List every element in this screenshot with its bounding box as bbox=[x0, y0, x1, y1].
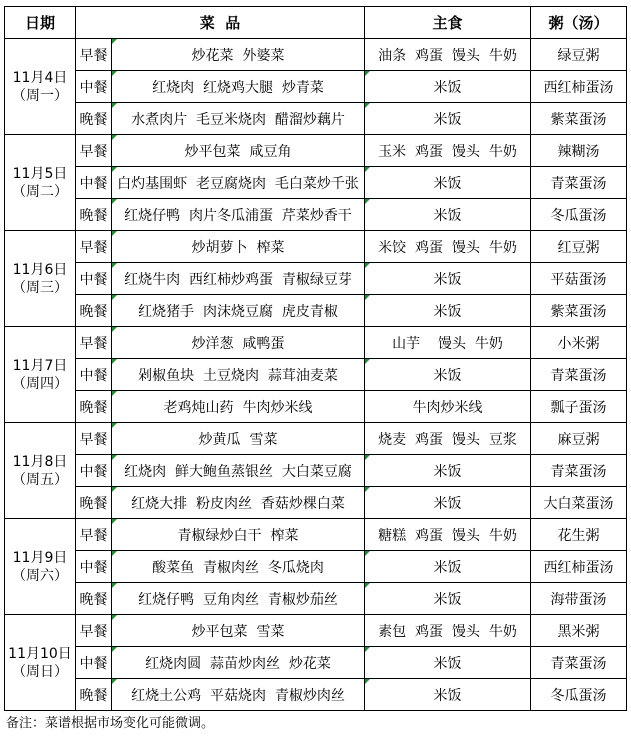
day-weekday: （周二） bbox=[12, 183, 68, 200]
day-date-cell bbox=[5, 135, 76, 231]
meal-row bbox=[5, 391, 627, 423]
meal-row bbox=[5, 455, 627, 487]
meal-dishes: 水煮肉片 毛豆米烧肉 醋溜炒藕片 bbox=[112, 103, 365, 135]
meal-dishes: 青椒绿炒白干 榨菜 bbox=[112, 519, 365, 551]
meal-dishes: 炒平包菜 咸豆角 bbox=[112, 135, 365, 167]
meal-staple: 米饭 bbox=[365, 71, 531, 103]
meal-staple: 米饭 bbox=[365, 103, 531, 135]
meal-row bbox=[5, 199, 627, 231]
meal-staple: 米饭 bbox=[365, 679, 531, 711]
meal-staple: 米饭 bbox=[365, 647, 531, 679]
meal-soup: 青菜蛋汤 bbox=[531, 359, 627, 391]
meal-row bbox=[5, 103, 627, 135]
meal-dishes: 白灼基围虾 老豆腐烧肉 毛白菜炒千张 bbox=[112, 167, 365, 199]
meal-soup: 大白菜蛋汤 bbox=[531, 487, 627, 519]
meal-row bbox=[5, 71, 627, 103]
meal-dishes: 红烧仔鸭 豆角肉丝 青椒炒茄丝 bbox=[112, 583, 365, 615]
header-dishes: 菜 品 bbox=[76, 7, 365, 39]
meal-soup: 海带蛋汤 bbox=[531, 583, 627, 615]
meal-soup: 小米粥 bbox=[531, 327, 627, 359]
meal-row bbox=[5, 263, 627, 295]
meal-staple: 素包 鸡蛋 馒头 牛奶 bbox=[365, 615, 531, 647]
meal-row bbox=[5, 231, 627, 263]
meal-staple: 米饭 bbox=[365, 295, 531, 327]
meal-row bbox=[5, 167, 627, 199]
header-staple: 主食 bbox=[365, 7, 531, 39]
day-date: 11月7日 bbox=[12, 357, 68, 374]
day-weekday: （周五） bbox=[12, 471, 68, 488]
meal-row bbox=[5, 583, 627, 615]
meal-name: 晚餐 bbox=[76, 679, 112, 711]
meal-name: 中餐 bbox=[76, 167, 112, 199]
meal-row bbox=[5, 615, 627, 647]
meal-soup: 西红柿蛋汤 bbox=[531, 71, 627, 103]
day-date: 11月4日 bbox=[12, 69, 68, 86]
menu-table-body bbox=[5, 7, 627, 711]
meal-row bbox=[5, 135, 627, 167]
meal-staple: 米饭 bbox=[365, 359, 531, 391]
meal-dishes: 炒花菜 外婆菜 bbox=[112, 39, 365, 71]
meal-soup: 紫菜蛋汤 bbox=[531, 103, 627, 135]
meal-name: 早餐 bbox=[76, 423, 112, 455]
menu-table bbox=[4, 6, 627, 711]
meal-soup: 花生粥 bbox=[531, 519, 627, 551]
meal-soup: 麻豆粥 bbox=[531, 423, 627, 455]
meal-name: 中餐 bbox=[76, 647, 112, 679]
meal-staple: 牛肉炒米线 bbox=[365, 391, 531, 423]
meal-name: 中餐 bbox=[76, 455, 112, 487]
meal-staple: 米饭 bbox=[365, 455, 531, 487]
meal-dishes: 炒洋葱 咸鸭蛋 bbox=[112, 327, 365, 359]
meal-row bbox=[5, 295, 627, 327]
meal-staple: 糖糕 鸡蛋 馒头 牛奶 bbox=[365, 519, 531, 551]
meal-soup: 黑米粥 bbox=[531, 615, 627, 647]
meal-dishes: 红烧肉 红烧鸡大腿 炒青菜 bbox=[112, 71, 365, 103]
meal-name: 晚餐 bbox=[76, 199, 112, 231]
meal-dishes: 酸菜鱼 青椒肉丝 冬瓜烧肉 bbox=[112, 551, 365, 583]
day-weekday: （周日） bbox=[12, 663, 68, 680]
day-date: 11月6日 bbox=[12, 261, 68, 278]
meal-dishes: 红烧肉圆 蒜苗炒肉丝 炒花菜 bbox=[112, 647, 365, 679]
day-date-cell bbox=[5, 615, 76, 711]
meal-dishes: 剁椒鱼块 土豆烧肉 蒜茸油麦菜 bbox=[112, 359, 365, 391]
meal-staple: 米饭 bbox=[365, 167, 531, 199]
meal-row bbox=[5, 551, 627, 583]
meal-soup: 冬瓜蛋汤 bbox=[531, 199, 627, 231]
meal-name: 晚餐 bbox=[76, 391, 112, 423]
meal-soup: 红豆粥 bbox=[531, 231, 627, 263]
meal-row bbox=[5, 39, 627, 71]
meal-soup: 绿豆粥 bbox=[531, 39, 627, 71]
day-date: 11月10日 bbox=[8, 645, 72, 662]
meal-soup: 平菇蛋汤 bbox=[531, 263, 627, 295]
meal-name: 早餐 bbox=[76, 327, 112, 359]
meal-staple: 油条 鸡蛋 馒头 牛奶 bbox=[365, 39, 531, 71]
meal-row bbox=[5, 647, 627, 679]
day-date-cell bbox=[5, 327, 76, 423]
meal-name: 早餐 bbox=[76, 615, 112, 647]
meal-row bbox=[5, 359, 627, 391]
day-date: 11月8日 bbox=[12, 453, 68, 470]
meal-soup: 辣糊汤 bbox=[531, 135, 627, 167]
meal-dishes: 老鸡炖山药 牛肉炒米线 bbox=[112, 391, 365, 423]
meal-dishes: 炒胡萝卜 榨菜 bbox=[112, 231, 365, 263]
day-date-cell bbox=[5, 231, 76, 327]
meal-staple: 烧麦 鸡蛋 馒头 豆浆 bbox=[365, 423, 531, 455]
meal-row bbox=[5, 519, 627, 551]
meal-name: 晚餐 bbox=[76, 487, 112, 519]
meal-name: 晚餐 bbox=[76, 103, 112, 135]
meal-staple: 米饺 鸡蛋 馒头 牛奶 bbox=[365, 231, 531, 263]
day-weekday: （周一） bbox=[12, 87, 68, 104]
meal-staple: 山芋 馒头 牛奶 bbox=[365, 327, 531, 359]
day-date-cell bbox=[5, 39, 76, 135]
meal-soup: 紫菜蛋汤 bbox=[531, 295, 627, 327]
meal-staple: 米饭 bbox=[365, 487, 531, 519]
meal-staple: 米饭 bbox=[365, 551, 531, 583]
meal-soup: 瓢子蛋汤 bbox=[531, 391, 627, 423]
meal-dishes: 红烧大排 粉皮肉丝 香菇炒棵白菜 bbox=[112, 487, 365, 519]
meal-name: 中餐 bbox=[76, 263, 112, 295]
meal-dishes: 红烧仔鸭 肉片冬瓜浦蛋 芹菜炒香干 bbox=[112, 199, 365, 231]
meal-name: 早餐 bbox=[76, 519, 112, 551]
meal-dishes: 炒黄瓜 雪菜 bbox=[112, 423, 365, 455]
day-date: 11月5日 bbox=[12, 165, 68, 182]
meal-soup: 青菜蛋汤 bbox=[531, 455, 627, 487]
day-weekday: （周六） bbox=[12, 567, 68, 584]
meal-name: 早餐 bbox=[76, 231, 112, 263]
footnote: 备注：菜谱根据市场变化可能微调。 bbox=[6, 716, 215, 731]
meal-name: 中餐 bbox=[76, 359, 112, 391]
day-weekday: （周四） bbox=[12, 375, 68, 392]
meal-name: 中餐 bbox=[76, 71, 112, 103]
meal-dishes: 红烧猪手 肉沫烧豆腐 虎皮青椒 bbox=[112, 295, 365, 327]
meal-name: 早餐 bbox=[76, 39, 112, 71]
meal-staple: 玉米 鸡蛋 馒头 牛奶 bbox=[365, 135, 531, 167]
meal-soup: 西红柿蛋汤 bbox=[531, 551, 627, 583]
header-row bbox=[5, 7, 627, 39]
meal-row bbox=[5, 327, 627, 359]
day-date-cell bbox=[5, 519, 76, 615]
meal-name: 早餐 bbox=[76, 135, 112, 167]
meal-staple: 米饭 bbox=[365, 263, 531, 295]
header-date: 日期 bbox=[5, 7, 76, 39]
meal-dishes: 红烧土公鸡 平菇烧肉 青椒炒肉丝 bbox=[112, 679, 365, 711]
header-soup: 粥（汤） bbox=[531, 7, 627, 39]
meal-dishes: 红烧肉 鲜大鲍鱼蒸银丝 大白菜豆腐 bbox=[112, 455, 365, 487]
meal-dishes: 红烧牛肉 西红柿炒鸡蛋 青椒绿豆芽 bbox=[112, 263, 365, 295]
day-weekday: （周三） bbox=[12, 279, 68, 296]
meal-name: 晚餐 bbox=[76, 295, 112, 327]
day-date: 11月9日 bbox=[12, 549, 68, 566]
meal-name: 中餐 bbox=[76, 551, 112, 583]
meal-name: 晚餐 bbox=[76, 583, 112, 615]
meal-row bbox=[5, 679, 627, 711]
meal-staple: 米饭 bbox=[365, 199, 531, 231]
meal-row bbox=[5, 423, 627, 455]
meal-dishes: 炒平包菜 雪菜 bbox=[112, 615, 365, 647]
meal-row bbox=[5, 487, 627, 519]
meal-staple: 米饭 bbox=[365, 583, 531, 615]
day-date-cell bbox=[5, 423, 76, 519]
meal-soup: 冬瓜蛋汤 bbox=[531, 679, 627, 711]
meal-soup: 青菜蛋汤 bbox=[531, 167, 627, 199]
meal-soup: 青菜蛋汤 bbox=[531, 647, 627, 679]
